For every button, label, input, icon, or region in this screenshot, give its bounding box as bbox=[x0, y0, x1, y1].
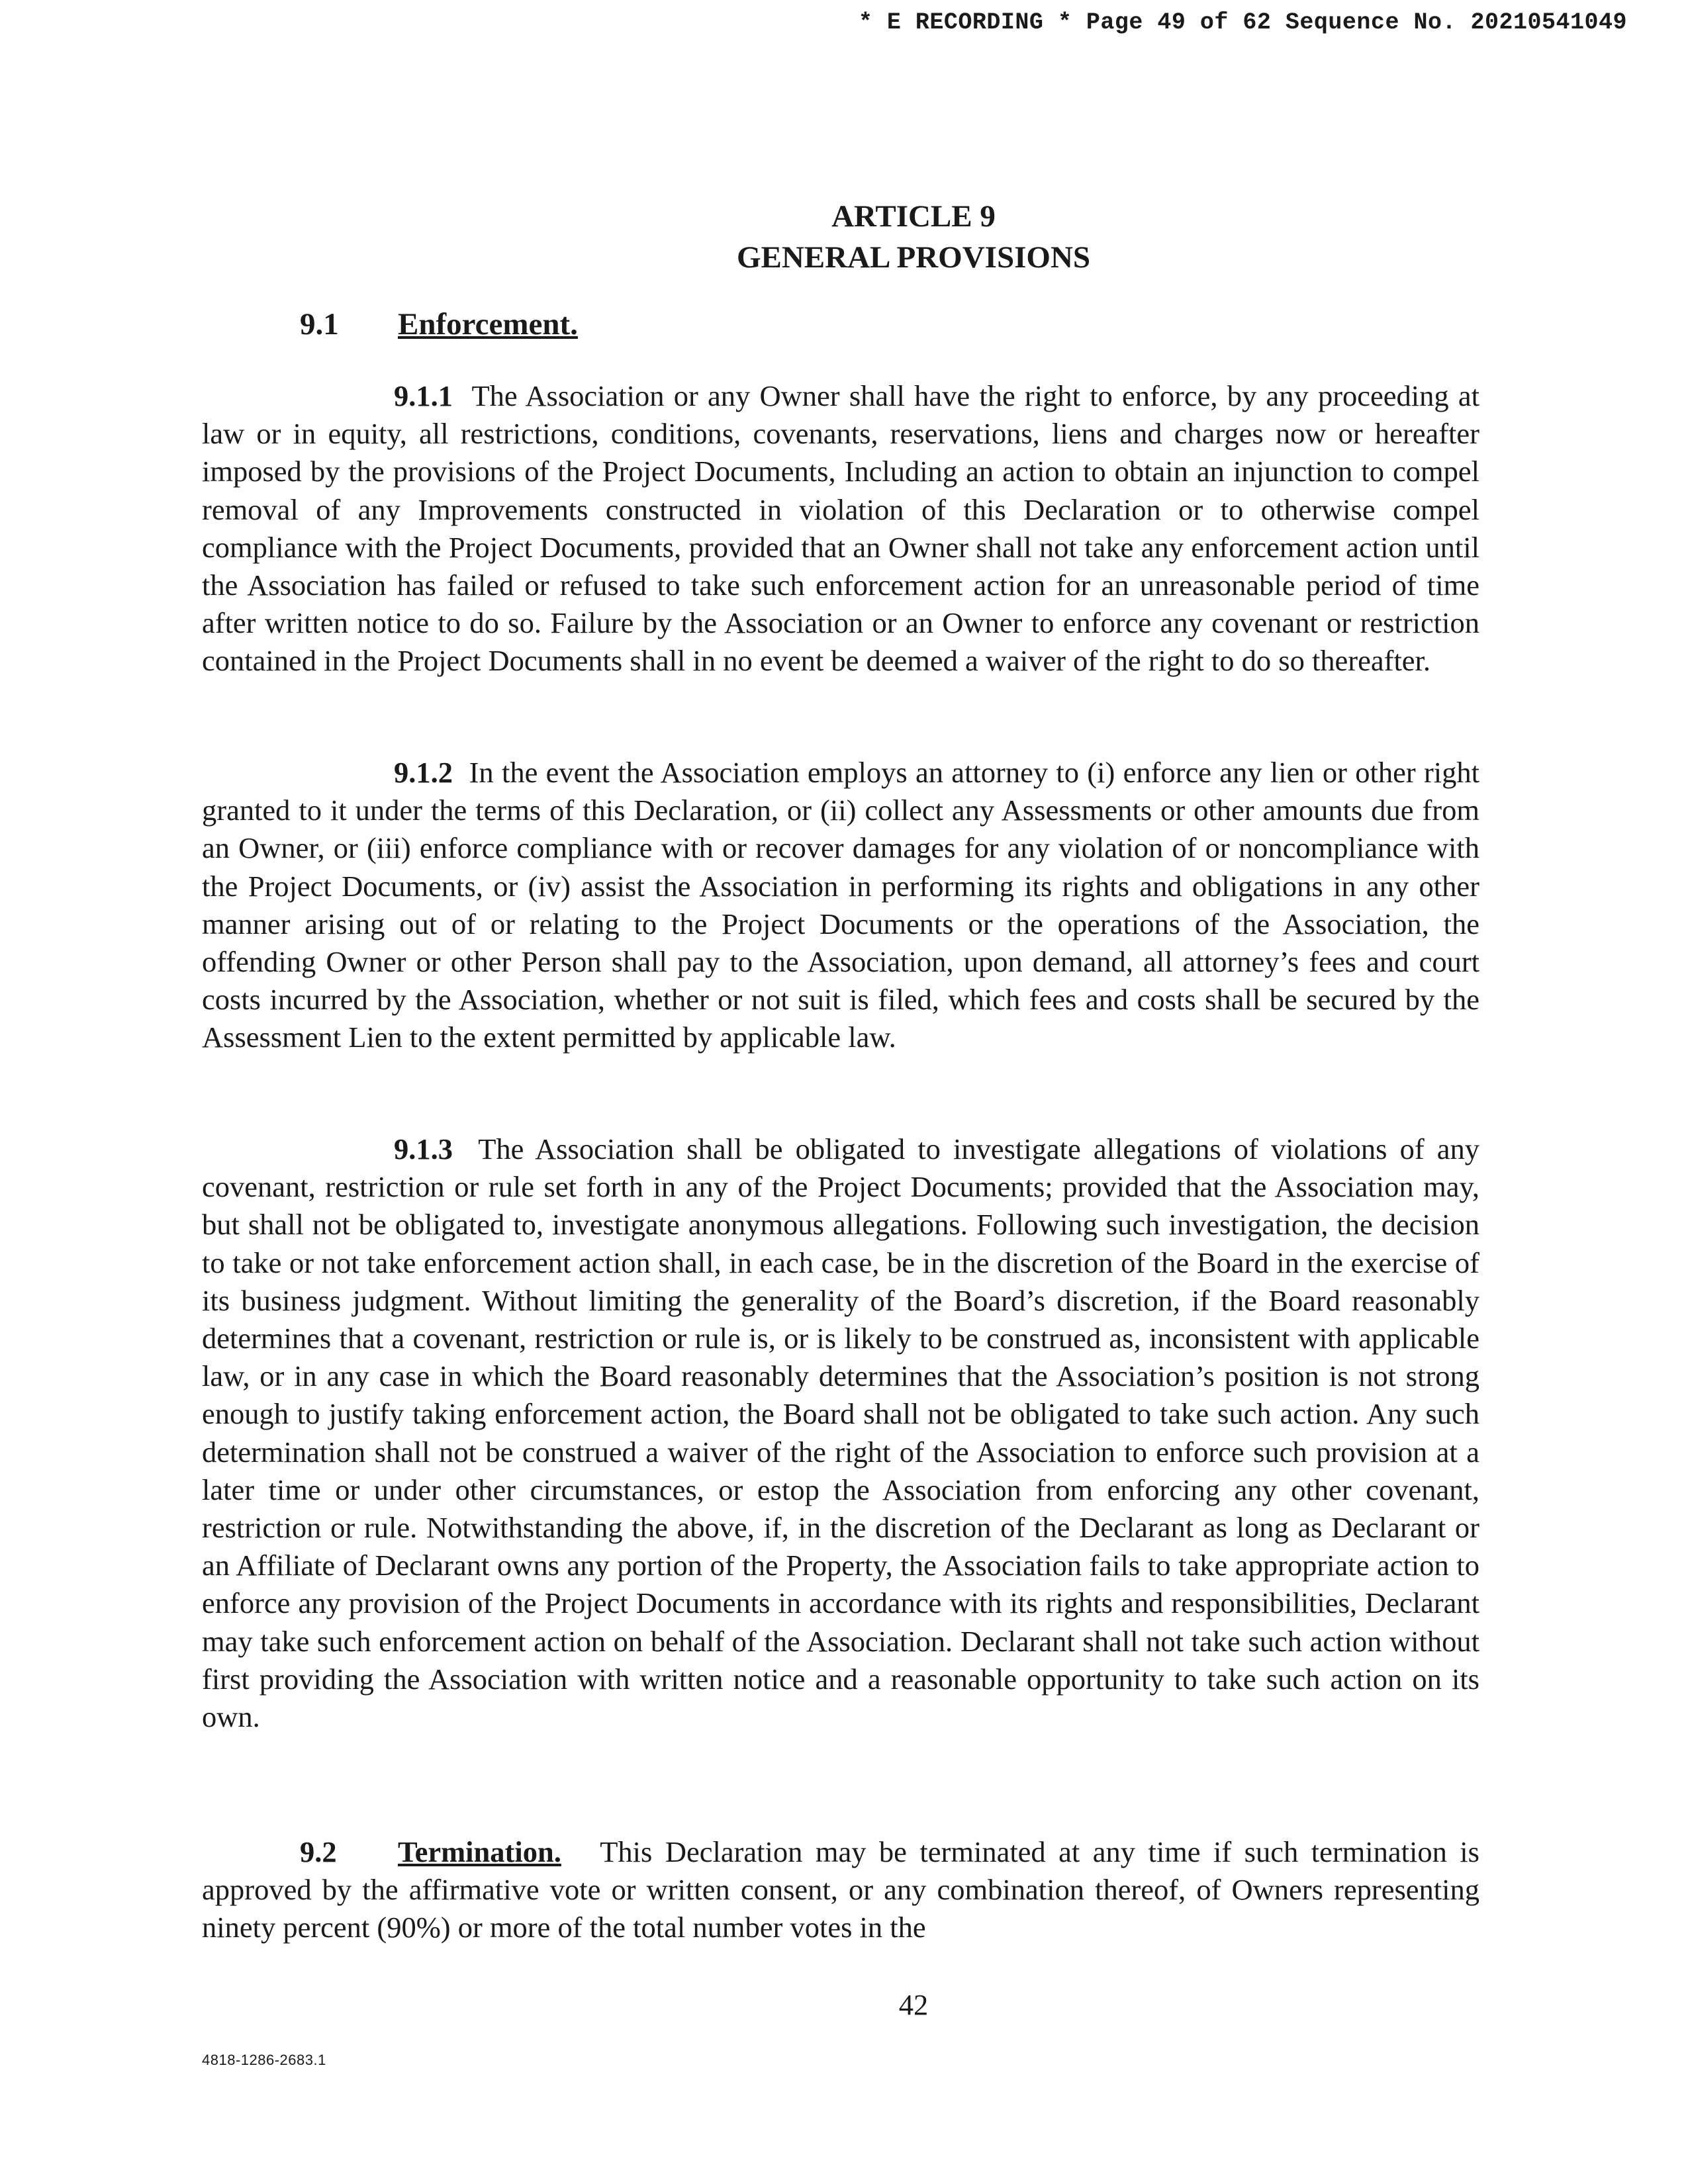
section-number: 9.2 bbox=[300, 1835, 337, 1868]
subsection-number: 9.1.3 bbox=[394, 1132, 453, 1165]
subsection-number: 9.1.2 bbox=[394, 756, 453, 789]
section-title: Termination. bbox=[398, 1835, 561, 1868]
section-title: Enforcement. bbox=[398, 307, 578, 341]
subsection-9-1-3 bbox=[202, 1130, 1479, 1736]
section-9-1-heading bbox=[300, 306, 578, 342]
paragraph bbox=[202, 1130, 1479, 1736]
subsection-text: In the event the Association employs an attorney to (i) enforce any lien or other right granted to it under the terms of this Declaration, or (ii) collect any Assessments or other amounts due from an Owner, or (iii) enforce compliance with or recover damages for any violation of or noncompliance with the Project Documents, or (iv) assist the Association in performing its rights and obligations in any other manner arising out of or relating to the Project Documents or the operations of the Association, the offending Owner or other Person shall pay to the Association, upon demand, all attorney’s fees and court costs incurred by the Association, whether or not suit is filed, which fees and costs shall be secured by the Assessment Lien to the extent permitted by applicable law. bbox=[202, 756, 1479, 1054]
section-9-2-heading bbox=[300, 1835, 561, 1868]
section-9-2 bbox=[202, 1833, 1479, 1947]
paragraph bbox=[202, 377, 1479, 680]
recording-stamp: * E RECORDING * Page 49 of 62 Sequence No. 20210541049 bbox=[858, 9, 1627, 36]
subsection-9-1-1 bbox=[202, 377, 1479, 680]
article-number: ARTICLE 9 bbox=[831, 199, 996, 234]
document-id: 4818-1286-2683.1 bbox=[202, 2052, 326, 2068]
subsection-number: 9.1.1 bbox=[394, 379, 453, 412]
article-title: GENERAL PROVISIONS bbox=[736, 240, 1091, 275]
subsection-9-1-2 bbox=[202, 754, 1479, 1057]
article-heading bbox=[0, 196, 1688, 278]
section-text: This Declaration may be terminated at any time if such termination is approved by the affirmative vote or written consent, or any combination thereof, of Owners representing ninety percent (90%) or more of the total number votes in the bbox=[202, 1835, 1479, 1944]
paragraph bbox=[202, 1833, 1479, 1947]
subsection-text: The Association or any Owner shall have the right to enforce, by any proceeding at law or in equity, all restrictions, conditions, covenants, reservations, liens and charges now or hereafter imposed by the provisions of the Project Documents, Including an action to obtain an injunction to compel removal of any Improvements constructed in violation of this Declaration or to otherwise compel compliance with the Project Documents, provided that an Owner shall not take any enforcement action until the Association has failed or refused to take such enforcement action for an unreasonable period of time after written notice to do so. Failure by the Association or an Owner to enforce any covenant or restriction contained in the Project Documents shall in no event be deemed a waiver of the right to do so thereafter. bbox=[202, 379, 1479, 678]
page-number: 42 bbox=[898, 1988, 929, 2021]
subsection-text: The Association shall be obligated to investigate allegations of violations of any covenant, restriction or rule set forth in any of the Project Documents; provided that the Association may, but shall not be obligated to, investigate anonymous allegations. Following such investigation, the decision to take or not take enforcement action shall, in each case, be in the discretion of the Board in the exercise of its business judgment. Without limiting the generality of the Board’s discretion, if the Board reasonably determines that a covenant, restriction or rule is, or is likely to be construed as, inconsistent with applicable law, or in any case in which the Board reasonably determines that the Association’s position is not strong enough to justify taking enforcement action, the Board shall not be obligated to take such action. Any such determination shall not be construed a waiver of the right of the Association to enforce such provision at a later time or under other circumstances, or estop the Association from enforcing any other covenant, restriction or rule. Notwithstanding the above, if, in the discretion of the Declarant as long as Declarant or an Affiliate of Declarant owns any portion of the Property, the Association fails to take appropriate action to enforce any provision of the Project Documents in accordance with its rights and responsibilities, Declarant may take such enforcement action on behalf of the Association. Declarant shall not take such action without first providing the Association with written notice and a reasonable opportunity to take such action on its own. bbox=[202, 1132, 1480, 1734]
paragraph bbox=[202, 754, 1479, 1057]
section-number: 9.1 bbox=[300, 307, 339, 341]
